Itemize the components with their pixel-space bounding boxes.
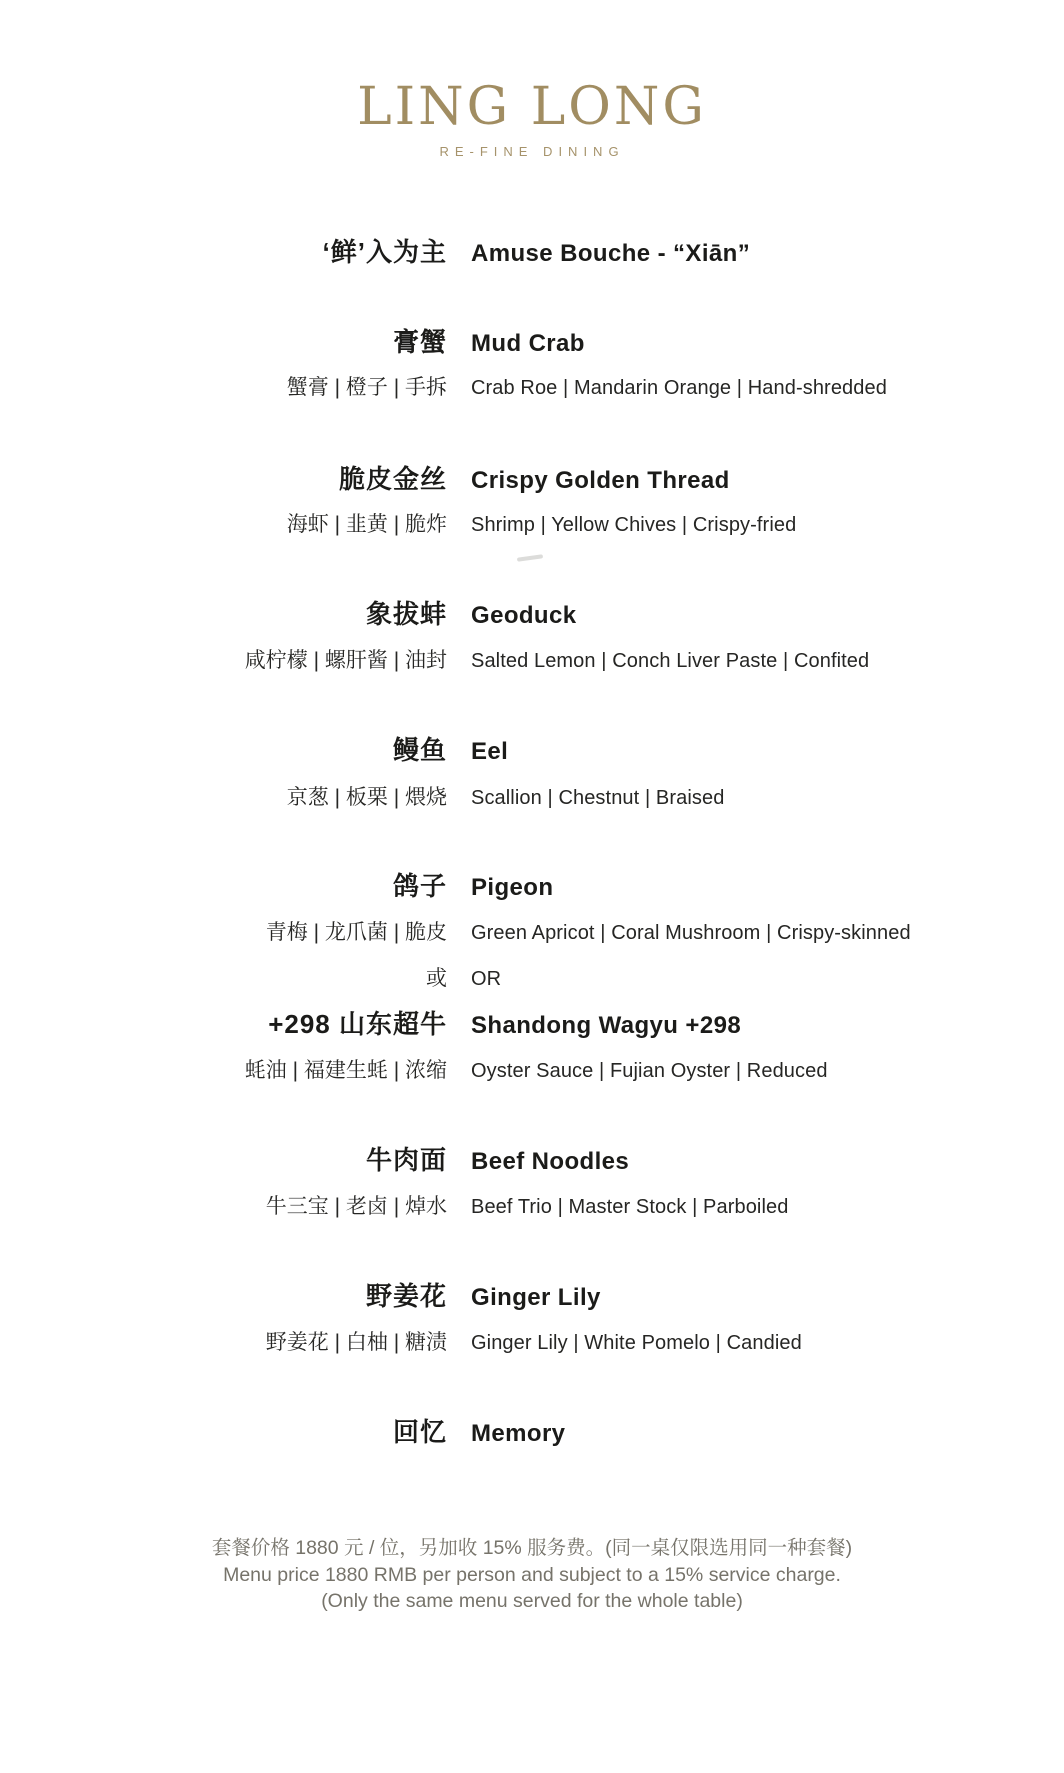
or-divider-zh: 或 <box>426 967 447 990</box>
footer-line-en: Menu price 1880 RMB per person and subject to a 15% service charge. <box>223 1563 841 1586</box>
dish-desc-row <box>0 783 1064 813</box>
dish-title-zh: 膏蟹 <box>392 327 447 357</box>
dish-title-en: Mud Crab <box>471 330 585 357</box>
dish-desc-zh: 野姜花 | 白柚 | 糖渍 <box>265 1331 447 1354</box>
dish-desc-row <box>0 918 1064 948</box>
dish-title-row <box>0 1006 1064 1044</box>
dish-desc-row <box>0 1056 1064 1086</box>
dish-desc-row <box>0 510 1064 540</box>
dish-title-zh: 回忆 <box>392 1417 447 1447</box>
dish-desc-zh: 蚝油 | 福建生蚝 | 浓缩 <box>244 1059 447 1082</box>
dish-desc-en: Salted Lemon | Conch Liver Paste | Confited <box>471 650 870 672</box>
course-header-row <box>0 234 1064 272</box>
dish-desc-en: Shrimp | Yellow Chives | Crispy-fried <box>471 514 797 536</box>
dish-desc-en: Beef Trio | Master Stock | Parboiled <box>471 1196 789 1218</box>
dish-title-zh: 象拔蚌 <box>365 599 447 629</box>
dish-title-zh: 鳗鱼 <box>392 735 447 765</box>
dish-desc-zh: 咸柠檬 | 螺肝酱 | 油封 <box>244 649 447 672</box>
dish-title-row <box>0 1414 1064 1452</box>
dish-title-en: Eel <box>471 738 509 765</box>
dish-desc-zh: 青梅 | 龙爪菌 | 脆皮 <box>265 921 447 944</box>
footer-note <box>0 1535 1064 1615</box>
dish-desc-en: Oyster Sauce | Fujian Oyster | Reduced <box>471 1060 828 1082</box>
dish-desc-en: Green Apricot | Coral Mushroom | Crispy-skinned <box>471 922 911 944</box>
dish-title-row <box>0 732 1064 770</box>
footer-line-en-2: (Only the same menu served for the whole table) <box>321 1590 743 1612</box>
dish-desc-row <box>0 373 1064 403</box>
dish-title-en: Ginger Lily <box>471 1284 601 1311</box>
dish-desc-en: Crab Roe | Mandarin Orange | Hand-shredded <box>471 377 887 399</box>
dish-title-en: Beef Noodles <box>471 1148 630 1175</box>
dish-title-row <box>0 324 1064 362</box>
dish-title-zh: 脆皮金丝 <box>338 464 447 494</box>
restaurant-tagline: RE-FINE DINING <box>439 143 625 159</box>
dish-title-en: Pigeon <box>471 874 554 901</box>
dish-desc-zh: 蟹膏 | 橙子 | 手拆 <box>286 376 447 399</box>
dish-title-zh: 牛肉面 <box>365 1145 447 1175</box>
dish-title-zh: 野姜花 <box>365 1281 447 1311</box>
dish-desc-zh: 京葱 | 板栗 | 煨烧 <box>286 786 447 809</box>
dish-desc-zh: 海虾 | 韭黄 | 脆炸 <box>286 513 447 536</box>
course-header-zh: ‘鲜’入为主 <box>322 237 447 267</box>
dish-title-row <box>0 868 1064 906</box>
dish-title-row <box>0 1278 1064 1316</box>
dish-title-en: Geoduck <box>471 602 577 629</box>
dish-desc-zh: 牛三宝 | 老卤 | 焯水 <box>265 1195 447 1218</box>
dish-title-row <box>0 1142 1064 1180</box>
dish-desc-en: Scallion | Chestnut | Braised <box>471 787 725 809</box>
dish-title-en: Shandong Wagyu +298 <box>471 1012 742 1039</box>
restaurant-name: LING LONG <box>357 77 707 137</box>
dish-desc-en: Ginger Lily | White Pomelo | Candied <box>471 1332 802 1354</box>
dish-desc-row <box>0 1328 1064 1358</box>
dish-title-row <box>0 596 1064 634</box>
dish-title-en: Memory <box>471 1420 566 1447</box>
dish-desc-row <box>0 1192 1064 1222</box>
dish-title-row <box>0 461 1064 499</box>
restaurant-logo <box>0 77 1064 159</box>
or-divider-en: OR <box>471 968 502 990</box>
dish-title-en: Crispy Golden Thread <box>471 467 730 494</box>
footer-line-zh: 套餐价格 1880 元 / 位，另加收 15% 服务费。(同一桌仅限选用同一种套餐) <box>211 1537 853 1559</box>
print-smudge-artifact <box>517 554 543 562</box>
dish-title-zh: +298 山东超牛 <box>268 1009 447 1039</box>
dish-desc-row <box>0 646 1064 676</box>
or-divider-row <box>0 964 1064 994</box>
dish-title-zh: 鸽子 <box>392 871 447 901</box>
course-header-en: Amuse Bouche - “Xiān” <box>471 240 751 267</box>
